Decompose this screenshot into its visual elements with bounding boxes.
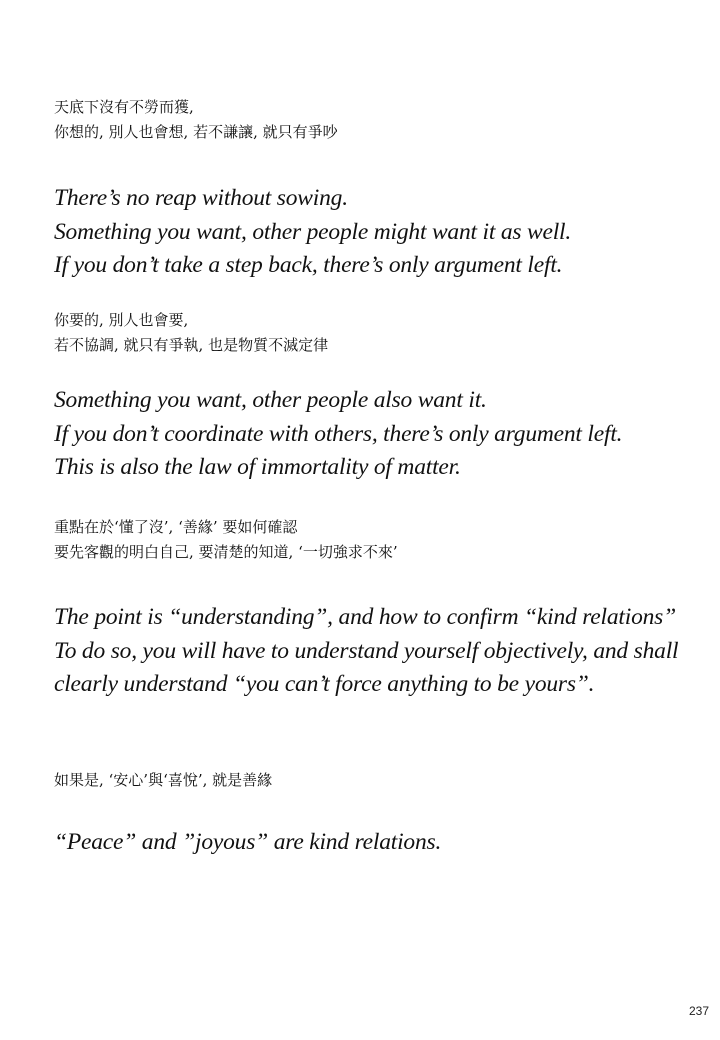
chinese-line: 你想的, 別人也會想, 若不謙讓, 就只有爭吵 [54, 123, 338, 141]
chinese-paragraph-3 [54, 515, 398, 565]
chinese-line: 重點在於‘懂了沒’, ‘善緣’ 要如何確認 [54, 518, 298, 536]
chinese-line: 你要的, 別人也會要, [54, 311, 189, 329]
english-line: “Peace” and ”joyous” are kind relations. [54, 829, 442, 855]
english-paragraph-2 [54, 384, 704, 485]
english-paragraph-1 [54, 182, 704, 283]
english-line: Something you want, other people also want it. [54, 387, 487, 413]
english-paragraph-4 [54, 826, 704, 860]
english-paragraph-3 [54, 601, 704, 702]
chinese-paragraph-2 [54, 308, 328, 358]
english-line: If you don’t take a step back, there’s only argument left. [54, 252, 563, 278]
chinese-paragraph-1 [54, 95, 338, 145]
chinese-line: 要先客觀的明白自己, 要清楚的知道, ‘一切強求不來’ [54, 543, 398, 561]
chinese-line: 天底下沒有不勞而獲, [54, 98, 194, 116]
english-line: To do so, you will have to understand yourself objectively, and shall clearly understand “you can’t force anything to be yours”. [54, 637, 679, 697]
english-line: This is also the law of immortality of matter. [54, 454, 461, 480]
english-line: The point is “understanding”, and how to confirm “kind relations” [54, 604, 676, 630]
chinese-line: 若不協調, 就只有爭執, 也是物質不滅定律 [54, 336, 329, 354]
page-number: 237 [688, 1004, 709, 1018]
english-line: Something you want, other people might want it as well. [54, 218, 572, 245]
chinese-line: 如果是, ‘安心’與‘喜悅’, 就是善緣 [54, 771, 273, 789]
english-line: There’s no reap without sowing. [54, 185, 348, 211]
english-line: If you don’t coordinate with others, there’s only argument left. [54, 420, 623, 447]
chinese-paragraph-4 [54, 768, 272, 793]
